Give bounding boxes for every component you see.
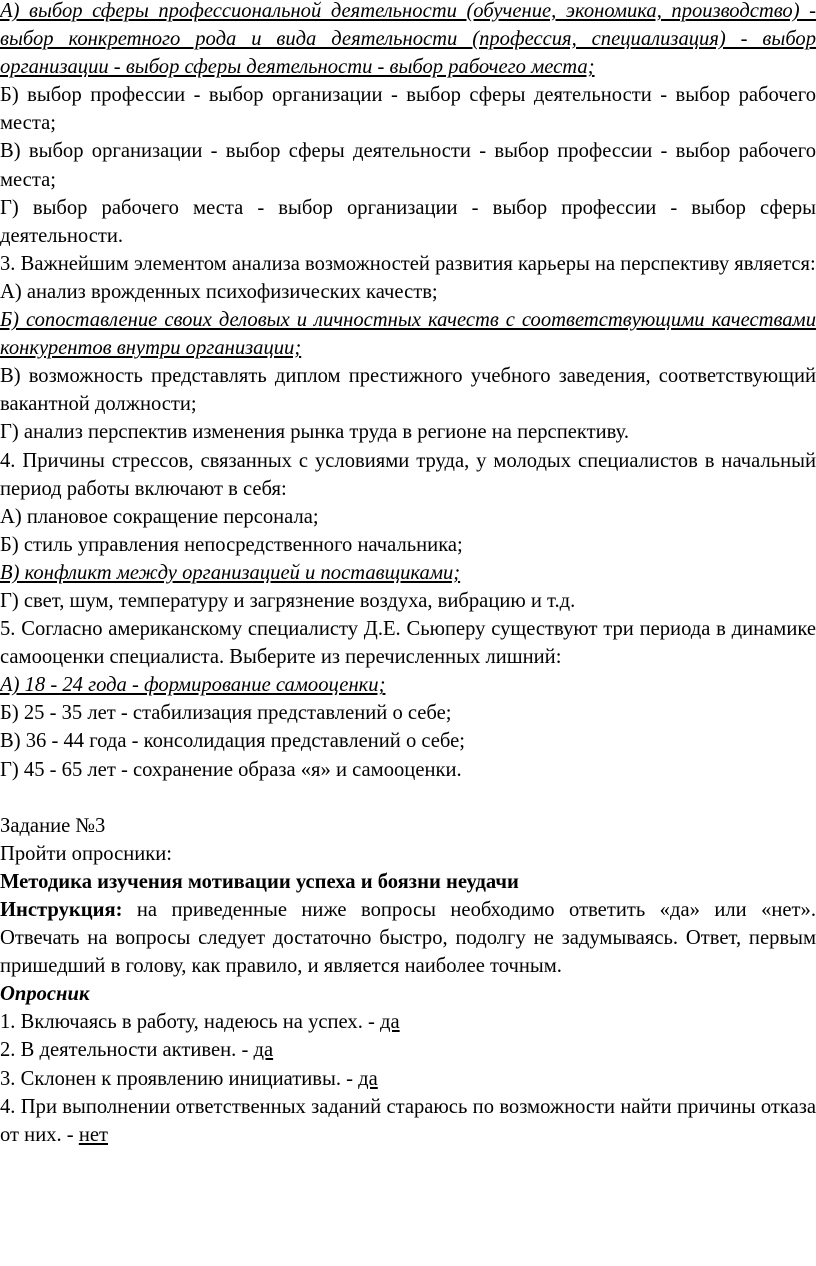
item-text: 3. Склонен к проявлению инициативы. - (0, 1067, 359, 1090)
q3-option-v: В) возможность представлять диплом престижного учебного заведения, соответствующий вакантной должности; (0, 365, 816, 416)
q5-text: 5. Согласно американскому специалисту Д.Е. Сьюперу существуют три периода в динамике самооценки специалиста. Выберите из перечисленных лишний: (0, 618, 816, 669)
q5-option-v: В) 36 - 44 года - консолидация представлений о себе; (0, 730, 465, 753)
q4-option-g: Г) свет, шум, температуру и загрязнение воздуха, вибрацию и т.д. (0, 589, 576, 612)
item-text: 2. В деятельности активен. - (0, 1039, 254, 1062)
instruction-label: Инструкция: (0, 899, 123, 921)
q3-option-a: А) анализ врожденных психофизических качеств; (0, 280, 438, 303)
item-text: 4. При выполнении ответственных заданий стараюсь по возможности найти причины отказа от них. - (0, 1095, 816, 1146)
q2-option-b: Б) выбор профессии - выбор организации - выбор сферы деятельности - выбор рабочего места; (0, 84, 816, 135)
instruction (0, 896, 816, 980)
q3-option-g: Г) анализ перспектив изменения рынка труда в регионе на перспективу. (0, 421, 630, 444)
instruction-text: на приведенные ниже вопросы необходимо ответить «да» или «нет». Отвечать на вопросы следует достаточно быстро, подолгу не задумываясь. Ответ, первым пришедший в голову, как правило, и является наиболее точным. (0, 899, 816, 978)
item-answer: да (253, 1039, 274, 1062)
item-answer: нет (78, 1123, 108, 1146)
task3-heading: Задание №3 (0, 814, 106, 837)
questionnaire-item (0, 1093, 816, 1149)
q3-option-b-correct: Б) сопоставление своих деловых и личностных качеств с соответствующими качествами конкурентов внутри организации; (0, 309, 816, 360)
q4-option-v-correct (0, 559, 816, 587)
q5-option-a-correct (0, 671, 816, 699)
q2-option-v: В) выбор организации - выбор сферы деятельности - выбор профессии - выбор рабочего места; (0, 140, 816, 191)
q5-option-g: Г) 45 - 65 лет - сохранение образа «я» и самооценки. (0, 758, 462, 781)
q5-option-b: Б) 25 - 35 лет - стабилизация представлений о себе; (0, 702, 452, 725)
q4-option-v-text: В) конфликт между организацией и поставщиками; (0, 561, 461, 584)
q3-text: 3. Важнейшим элементом анализа возможностей развития карьеры на перспективу является: (0, 252, 816, 275)
questionnaire-item (0, 1008, 816, 1036)
item-answer: да (380, 1011, 400, 1034)
q4-option-b: Б) стиль управления непосредственного начальника; (0, 533, 463, 556)
blank-line (0, 784, 816, 812)
questionnaire-label: Опросник (0, 983, 90, 1006)
item-text: 1. Включаясь в работу, надеюсь на успех. - (0, 1011, 381, 1034)
questionnaire-item (0, 1036, 816, 1064)
q4-option-a: А) плановое сокращение персонала; (0, 505, 319, 528)
method-title: Методика изучения мотивации успеха и боязни неудачи (0, 870, 519, 893)
q2-option-g: Г) выбор рабочего места - выбор организации - выбор профессии - выбор сферы деятельности. (0, 196, 816, 247)
item-answer: да (358, 1067, 378, 1090)
q4-text: 4. Причины стрессов, связанных с условиями труда, у молодых специалистов в начальный период работы включают в себя: (0, 449, 816, 500)
q5-option-a-text: А) 18 - 24 года - формирование самооценки; (0, 674, 386, 697)
task3-intro: Пройти опросники: (0, 842, 173, 865)
questionnaire-item (0, 1065, 816, 1093)
q2-option-a-correct: А) выбор сферы профессиональной деятельности (обучение, экономика, производство) - выбор конкретного рода и вида деятельности (профессия, специализация) - выбор организации - выбор сферы деятельности - выбор рабочего места; (0, 0, 816, 79)
